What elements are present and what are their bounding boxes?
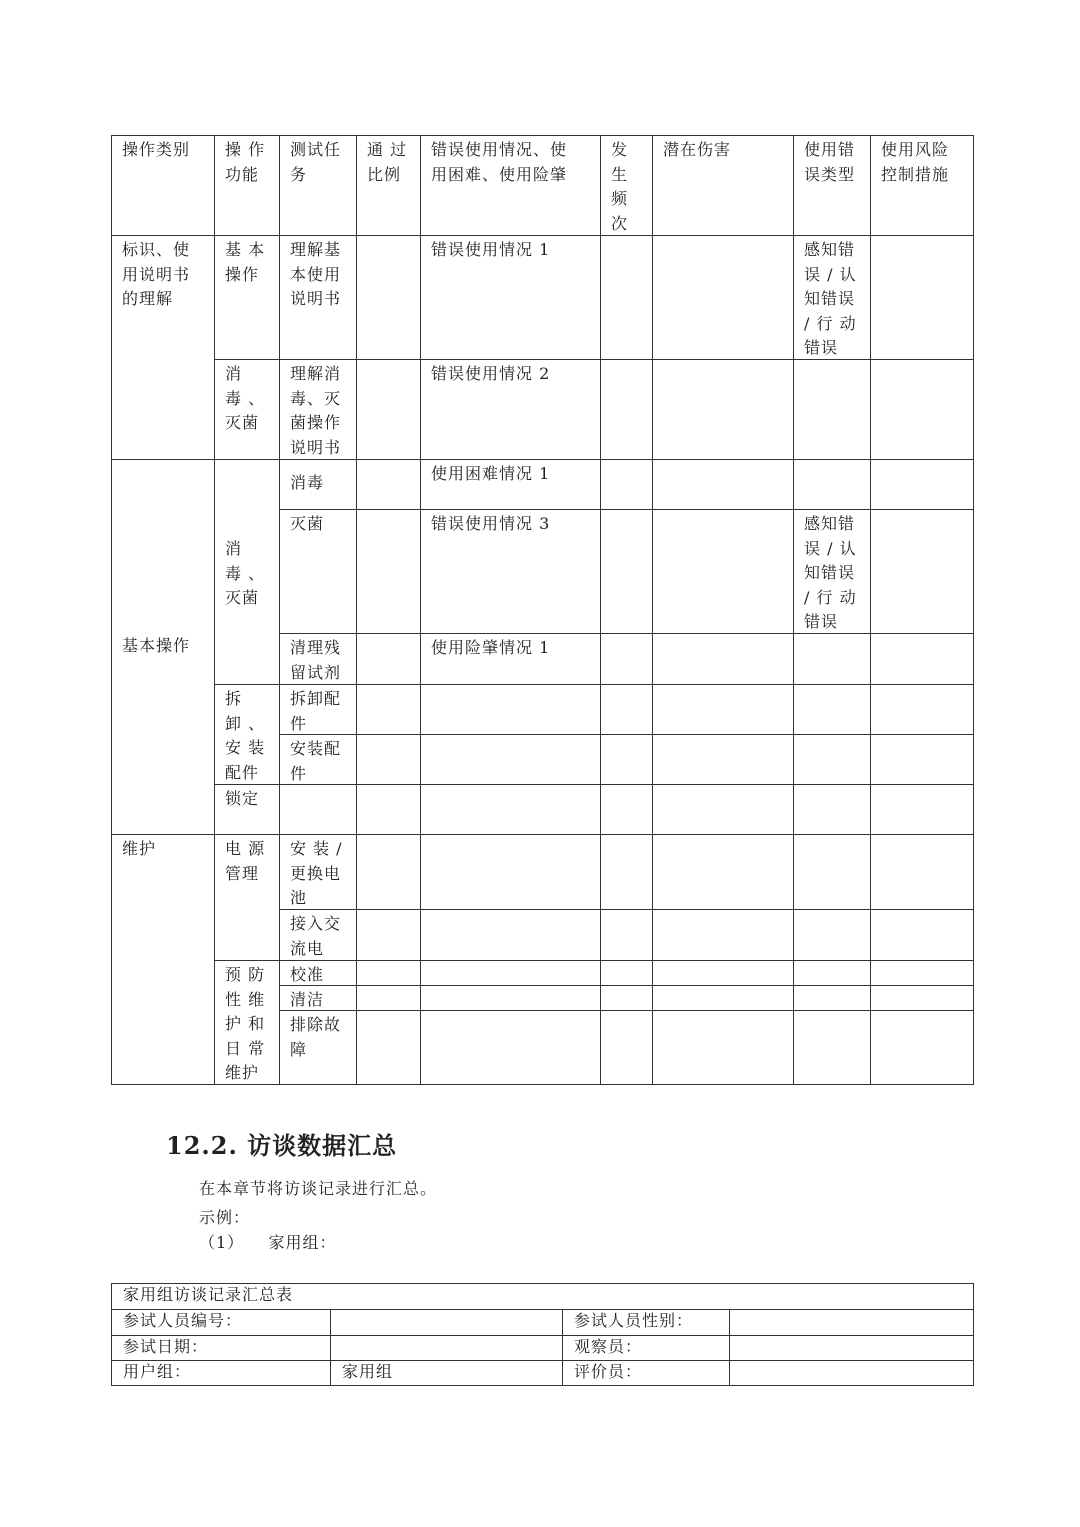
- empty-cell: [420, 834, 600, 909]
- data-cell: 错误使用情况 3: [431, 514, 551, 533]
- table-rule: [870, 1084, 974, 1085]
- empty-cell: [420, 909, 600, 960]
- empty-cell: [652, 1010, 793, 1084]
- empty-cell: [600, 509, 652, 633]
- data-cell: 错误使用情况 2: [431, 364, 551, 383]
- empty-cell: [870, 960, 973, 985]
- function-cell: 消 毒 、 灭菌: [225, 539, 266, 607]
- table2-label-cell: 参试人员性别：: [574, 1311, 694, 1330]
- function-cell: 基 本 操作: [225, 240, 266, 284]
- table2-value-cell: [729, 1309, 973, 1335]
- task-cell: 安装配 件: [290, 739, 342, 783]
- table2-label-cell: 用户组：: [123, 1362, 192, 1381]
- empty-cell: [870, 784, 973, 834]
- empty-cell: [652, 909, 793, 960]
- empty-cell: [793, 1010, 870, 1084]
- empty-cell: [356, 734, 420, 784]
- table2-title: 家用组访谈记录汇总表: [123, 1285, 294, 1304]
- empty-cell: [652, 784, 793, 834]
- table-rule: [973, 509, 974, 634]
- data-cell: 使用困难情况 1: [431, 464, 551, 483]
- task-cell: 灭菌: [290, 514, 325, 533]
- table2-label-cell: 参试人员编号：: [123, 1311, 243, 1330]
- header-cell: 通 过 比例: [367, 140, 408, 184]
- empty-cell: [600, 960, 652, 985]
- empty-cell: [600, 909, 652, 960]
- empty-cell: [600, 684, 652, 734]
- example-label: 示例：: [199, 1208, 251, 1227]
- table-rule: [973, 909, 974, 961]
- table2-value-cell: [729, 1360, 973, 1385]
- header-cell: 操作类别: [122, 140, 191, 159]
- table-rule: [652, 1084, 794, 1085]
- empty-cell: [420, 960, 600, 985]
- table2-label-cell: 评价员：: [574, 1362, 643, 1381]
- empty-cell: [793, 834, 870, 909]
- empty-cell: [356, 459, 420, 509]
- empty-cell: [652, 509, 793, 633]
- empty-cell: [870, 359, 973, 459]
- table2-value-cell: 家用组: [342, 1362, 394, 1381]
- empty-cell: [600, 784, 652, 834]
- table-rule: [973, 633, 974, 685]
- task-cell: 校准: [290, 965, 325, 984]
- empty-cell: [600, 235, 652, 359]
- task-cell: 消毒: [290, 473, 325, 492]
- empty-cell: [420, 985, 600, 1010]
- empty-cell: [356, 784, 420, 834]
- empty-cell: [600, 459, 652, 509]
- table-rule: [600, 1084, 653, 1085]
- task-cell: 安 装 / 更换电 池: [290, 839, 343, 907]
- empty-cell: [600, 633, 652, 684]
- empty-cell: [600, 1010, 652, 1084]
- empty-cell: [652, 734, 793, 784]
- empty-cell: [870, 834, 973, 909]
- table2-label-cell: 参试日期：: [123, 1337, 209, 1356]
- example-item: （1） 家用组：: [199, 1233, 337, 1252]
- table-rule: [973, 784, 974, 835]
- empty-cell: [870, 734, 973, 784]
- section-heading: 12.2. 访谈数据汇总: [166, 1131, 398, 1160]
- empty-cell: [600, 985, 652, 1010]
- data-cell: 使用险肇情况 1: [431, 638, 551, 657]
- table2-value-cell: [330, 1309, 562, 1335]
- table-rule: [356, 1084, 421, 1085]
- table-rule: [111, 1084, 215, 1085]
- empty-cell: [356, 359, 420, 459]
- task-cell: 清理残 留试剂: [290, 638, 342, 682]
- table-rule: [973, 359, 974, 460]
- task-cell: 清洁: [290, 990, 325, 1009]
- empty-cell: [870, 459, 973, 509]
- empty-cell: [356, 834, 420, 909]
- empty-cell: [793, 359, 870, 459]
- empty-cell: [870, 684, 973, 734]
- header-cell: 使用风险 控制措施: [881, 140, 950, 184]
- function-cell: 拆 卸 、 安 装 配件: [225, 689, 266, 782]
- table2-label-cell: 观察员：: [574, 1337, 643, 1356]
- empty-cell: [870, 1010, 973, 1084]
- empty-cell: [793, 633, 870, 684]
- empty-cell: [356, 235, 420, 359]
- empty-cell: [356, 960, 420, 985]
- task-cell: 理解消 毒、灭 菌操作 说明书: [290, 364, 342, 457]
- task-cell: 排除故 障: [290, 1015, 342, 1059]
- empty-cell: [356, 633, 420, 684]
- empty-cell: [420, 784, 600, 834]
- function-cell: 锁定: [225, 789, 260, 808]
- table-rule: [973, 459, 974, 510]
- table-rule: [973, 684, 974, 735]
- task-cell: 拆卸配 件: [290, 689, 342, 733]
- empty-cell: [870, 509, 973, 633]
- task-cell: 接入交 流电: [290, 914, 342, 958]
- empty-cell: [652, 359, 793, 459]
- table2-value-cell: [729, 1335, 973, 1360]
- table-rule: [973, 1010, 974, 1085]
- table-rule: [973, 235, 974, 360]
- table-rule: [973, 960, 974, 986]
- empty-cell: [793, 909, 870, 960]
- header-cell: 潜在伤害: [663, 140, 732, 159]
- table2-value-cell: [330, 1335, 562, 1360]
- data-cell: 感知错 误 / 认 知错误 / 行 动 错误: [804, 240, 857, 357]
- category-cell: 基本操作: [122, 636, 191, 655]
- empty-cell: [356, 509, 420, 633]
- empty-cell: [420, 684, 600, 734]
- task-cell: 理解基 本使用 说明书: [290, 240, 342, 308]
- empty-cell: [652, 633, 793, 684]
- empty-cell: [652, 684, 793, 734]
- header-cell: 发 生 频 次: [611, 140, 629, 233]
- table-rule: [279, 834, 357, 835]
- function-cell: 预 防 性 维 护 和 日 常 维护: [225, 965, 266, 1082]
- table-rule: [111, 1385, 974, 1386]
- empty-cell: [652, 985, 793, 1010]
- empty-cell: [356, 985, 420, 1010]
- header-cell: 错误使用情况、使 用困难、使用险肇: [431, 140, 568, 184]
- function-cell: 消 毒 、 灭菌: [225, 364, 266, 432]
- empty-cell: [652, 834, 793, 909]
- data-cell: 感知错 误 / 认 知错误 / 行 动 错误: [804, 514, 857, 631]
- empty-cell: [600, 734, 652, 784]
- empty-cell: [420, 734, 600, 784]
- empty-cell: [793, 985, 870, 1010]
- empty-cell: [793, 960, 870, 985]
- table-rule: [973, 834, 974, 910]
- table-rule: [420, 1084, 601, 1085]
- table-rule: [793, 1084, 871, 1085]
- table-rule: [973, 135, 974, 236]
- empty-cell: [600, 834, 652, 909]
- empty-cell: [870, 633, 973, 684]
- function-cell: 电 源 管理: [225, 839, 266, 883]
- empty-cell: [870, 235, 973, 359]
- header-cell: 使用错 误类型: [804, 140, 856, 184]
- table-rule: [973, 734, 974, 785]
- empty-cell: [793, 684, 870, 734]
- empty-cell: [870, 909, 973, 960]
- empty-cell: [793, 459, 870, 509]
- empty-cell: [870, 985, 973, 1010]
- empty-cell: [793, 734, 870, 784]
- empty-cell: [600, 359, 652, 459]
- header-cell: 测试任 务: [290, 140, 342, 184]
- empty-cell: [356, 909, 420, 960]
- empty-cell: [793, 784, 870, 834]
- category-cell: 维护: [122, 839, 157, 858]
- table-rule: [973, 985, 974, 1011]
- empty-cell: [279, 784, 356, 834]
- empty-cell: [652, 235, 793, 359]
- empty-cell: [356, 684, 420, 734]
- section-intro: 在本章节将访谈记录进行汇总。: [199, 1179, 438, 1198]
- data-cell: 错误使用情况 1: [431, 240, 551, 259]
- table-rule: [279, 1084, 357, 1085]
- empty-cell: [420, 1010, 600, 1084]
- empty-cell: [652, 960, 793, 985]
- header-cell: 操 作 功能: [225, 140, 266, 184]
- empty-cell: [356, 1010, 420, 1084]
- empty-cell: [652, 459, 793, 509]
- category-cell: 标识、使 用说明书 的理解: [122, 240, 191, 308]
